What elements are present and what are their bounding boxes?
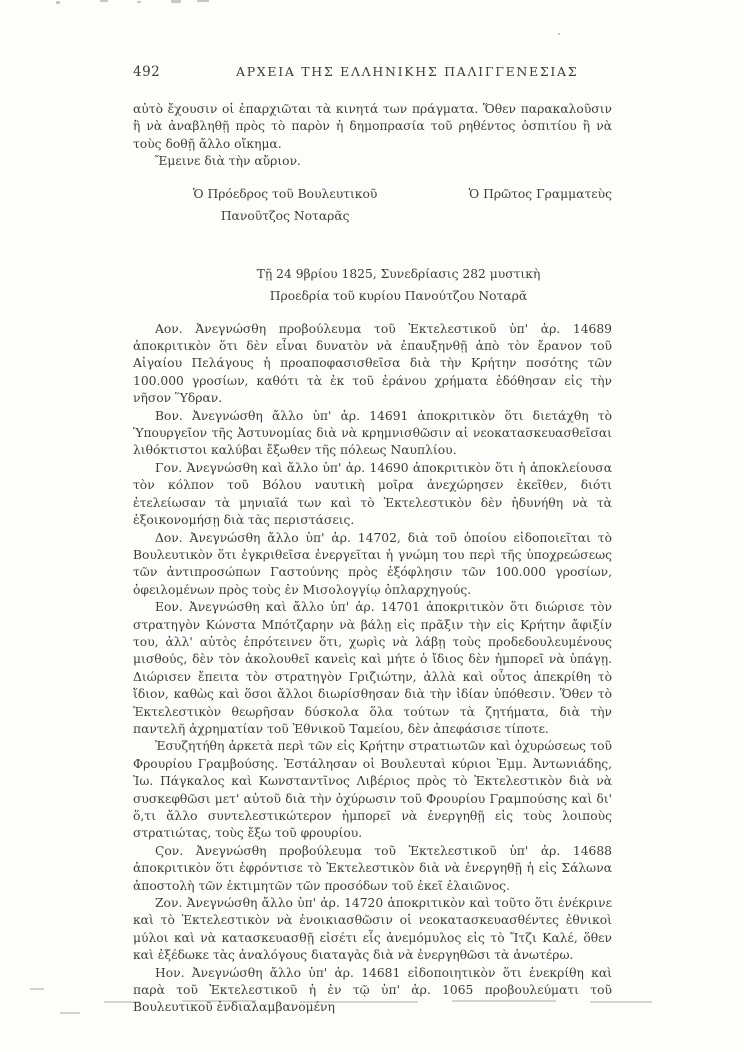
paragraph-intro: αὐτὸ ἔχουσιν οἱ ἐπαρχιῶται τὰ κινητά των πράγματα. Ὅθεν παρακαλοῦσιν ἢ νὰ ἀναβληθῇ πρὸς τὸ παρὸν ἡ δημοπρασία τοῦ ρηθέντος ὁσπιτίου ἢ νὰ τοὺς δοθῇ ἄλλο οἴκημα.	[133, 102, 612, 151]
page-number: 492	[133, 64, 161, 80]
paragraph-adjournment: Ἔμεινε διὰ τὴν αὔριον.	[155, 154, 301, 169]
paragraph-discussion: Ἐσυζητήθη ἀρκετὰ περὶ τῶν εἰς Κρήτην στρατιωτῶν καὶ ὀχυρώσεως τοῦ Φρουρίου Γραμβούσης. Ἐστάλησαν οἱ Βουλευταὶ κύριοι Ἐμμ. Ἀντωνιάδης, Ἰω. Πάγκαλος καὶ Κωνσταντῖνος Λιβέριος πρὸς τὸ Ἐκτελεστικὸν διὰ νὰ συσκεφθῶσι μετ' αὐτοῦ διὰ τὴν ὀχύρωσιν τοῦ Φρουρίου Γραμπούσης καὶ δι' ὅ,τι ἄλλο συντελεστικώτερον ἠμπορεῖ νὰ ἐνεργηθῇ εἰς τοὺς λοιποὺς στρατιώτας, τοὺς ἔξω τοῦ φρουρίου.	[133, 739, 612, 841]
scan-artifact	[60, 1012, 80, 1014]
paragraph-St: Ϛον. Ἀνεγνώσθη προβούλευμα τοῦ Ἐκτελεστικοῦ ὑπ' ἀρ. 14688 ἀποκριτικὸν ὅτι ἐφρόντισε τὸ Ἐκτελεστικὸν διὰ νὰ ἐνεργηθῇ ἡ εἰς Σάλωνα ἀποστολὴ τῶν ἐκτιμητῶν τῶν προσόδων τοῦ ἐκεῖ ἐλαιῶνος.	[133, 843, 612, 893]
page-header	[133, 64, 612, 80]
president-name: Πανοῦτζος Νοταρᾶς	[220, 208, 350, 223]
paragraph-Z: Ζον. Ἀνεγνώσθη ἄλλο ὑπ' ἀρ. 14720 ἀποκριτικὸν καὶ τοῦτο ὅτι ἐνέκρινε καὶ τὸ Ἐκτελεστικὸν νὰ ἐνοικιασθῶσιν οἱ νεοκατασκευασθέντες ἐθνικοὶ μύλοι καὶ νὰ κατασκευασθῇ εἰσέτι εἷς ἀνεμόμυλος εἰς τὸ Ἴτζι Καλέ, ὅθεν καὶ ἐξέδωκε τὰς ἀναλόγους διαταγὰς διὰ νὰ ἐνεργηθῶσι τὰ ἀνωτέρω.	[133, 896, 612, 963]
session-presidency-line: Προεδρία τοῦ κυρίου Πανούτζου Νοταρᾶ	[269, 289, 528, 304]
signature-block	[133, 183, 612, 227]
paragraph-B: Βον. Ἀνεγνώσθη ἄλλο ὑπ' ἀρ. 14691 ἀποκριτικὸν ὅτι διετάχθη τὸ Ὑπουργεῖον τῆς Ἀστυνομίας διὰ νὰ κρημνισθῶσιν αἱ νεοκατασκευασθεῖσαι λιθόκτιστοι καλύβαι ἔξωθεν τῆς πόλεως Ναυπλίου.	[133, 408, 612, 458]
paragraph-H: Ηον. Ἀνεγνώσθη ἄλλο ὑπ' ἀρ. 14681 εἰδοποιητικὸν ὅτι ἐνεκρίθη καὶ παρὰ τοῦ Ἐκτελεστικοῦ ἡ ἐν τῷ ὑπ' ἀρ. 1065 προβουλεύματι τοῦ Βουλευτικοῦ ἐνδιαλαμβανομένη	[133, 965, 612, 1015]
signature-secretary: Ὁ Πρῶτος Γραμματεὺς	[468, 186, 612, 201]
scan-artifact	[137, 1, 141, 3]
scan-artifact	[56, 1, 60, 4]
journal-title: ΑΡΧΕΙΑ ΤΗΣ ΕΛΛΗΝΙΚΗΣ ΠΑΛΙΓΓΕΝΕΣΙΑΣ	[235, 64, 579, 79]
scan-artifact	[171, 0, 181, 3]
paragraph-G: Γον. Ἀνεγνώσθη καὶ ἄλλο ὑπ' ἀρ. 14690 ἀποκριτικὸν ὅτι ἡ ἀποκλείουσα τὸν κόλπον τοῦ Βόλου ναυτικὴ μοῖρα ἀνεχώρησεν ἐκεῖθεν, διότι ἐτελείωσαν τὰ μηνιαῖά των καὶ τὸ Ἐκτελεστικὸν δὲν ἠδυνήθη νὰ τὰ ἐξοικονομήσῃ διὰ τὰς περιστάσεις.	[133, 460, 612, 528]
scan-artifact	[558, 33, 560, 35]
paragraph-A: Αον. Ἀνεγνώσθη προβούλευμα τοῦ Ἐκτελεστικοῦ ὑπ' ἀρ. 14689 ἀποκριτικὸν ὅτι δὲν εἶναι δυνατὸν νὰ ἐπαυξηνθῇ ἀπὸ τὸν ἔρανον τοῦ Αἰγαίου Πελάγους ἡ προαποφασισθεῖσα διὰ τὴν Κρήτην ποσότης τῶν 100.000 γροσίων, καθότι τὰ ἐκ τοῦ ἐράνου χρήματα ἐδόθησαν εἰς τὴν νῆσον Ὕδραν.	[133, 321, 612, 406]
scan-artifact	[100, 0, 108, 2]
scan-artifact	[30, 988, 44, 990]
signature-president	[193, 183, 377, 227]
paragraph-D: Δον. Ἀνεγνώσθη ἄλλο ὑπ' ἀρ. 14702, διὰ τοῦ ὁποίου εἰδοποιεῖται τὸ Βουλευτικὸν ὅτι ἐγκριθεῖσα ἐνεργεῖται ἡ γνώμη του περὶ τῆς ὑποχρεώσεως τῶν ἀντιπροσώπων Γαστούνης πρὸς ἐξόφλησιν τῶν 100.000 γροσίων, ὀφειλομένων πρὸς τοὺς ἐν Μισολογγίῳ ὁπλαρχηγούς.	[133, 530, 612, 597]
session-date-line: Τῇ 24 9βρίου 1825, Συνεδρίασις 282 μυστικὴ	[256, 266, 541, 281]
president-role: Ὁ Πρόεδρος τοῦ Βουλευτικοῦ	[193, 186, 378, 201]
text-block	[133, 101, 612, 1017]
scan-artifact	[197, 0, 209, 2]
paragraph-E: Εον. Ἀνεγνώσθη καὶ ἄλλο ὑπ' ἀρ. 14701 ἀποκριτικὸν ὅτι διώρισε τὸν στρατηγὸν Κώνστα Μπότζαρην νὰ βάλῃ εἰς πρᾶξιν τὴν εἰς Κρήτην ἄφιξίν του, ἀλλ' αὐτὸς ἐπρότεινεν ὅτι, χωρὶς νὰ λάβῃ τοὺς προδεδουλευμένους μισθούς, δὲν τὸν ἀκολουθεῖ κανεὶς καὶ μήτε ὁ ἴδιος δὲν ἠμπορεῖ νὰ ὑπάγῃ. Διώρισεν ἔπειτα τὸν στρατηγὸν Γριζιώτην, ἀλλὰ καὶ οὗτος ἀπεκρίθη τὸ ἴδιον, καθὼς καὶ ὅσοι ἄλλοι διωρίσθησαν διὰ τὴν ἰδίαν ὑπόθεσιν. Ὅθεν τὸ Ἐκτελεστικὸν θεωρῆσαν δύσκολα ὅλα τούτων τὰ ζητήματα, διὰ τὴν παντελῆ ἀχρηματίαν τοῦ Ἐθνικοῦ Ταμείου, δὲν ἀπεφάσισε τίποτε.	[133, 600, 612, 736]
session-heading	[185, 263, 612, 308]
